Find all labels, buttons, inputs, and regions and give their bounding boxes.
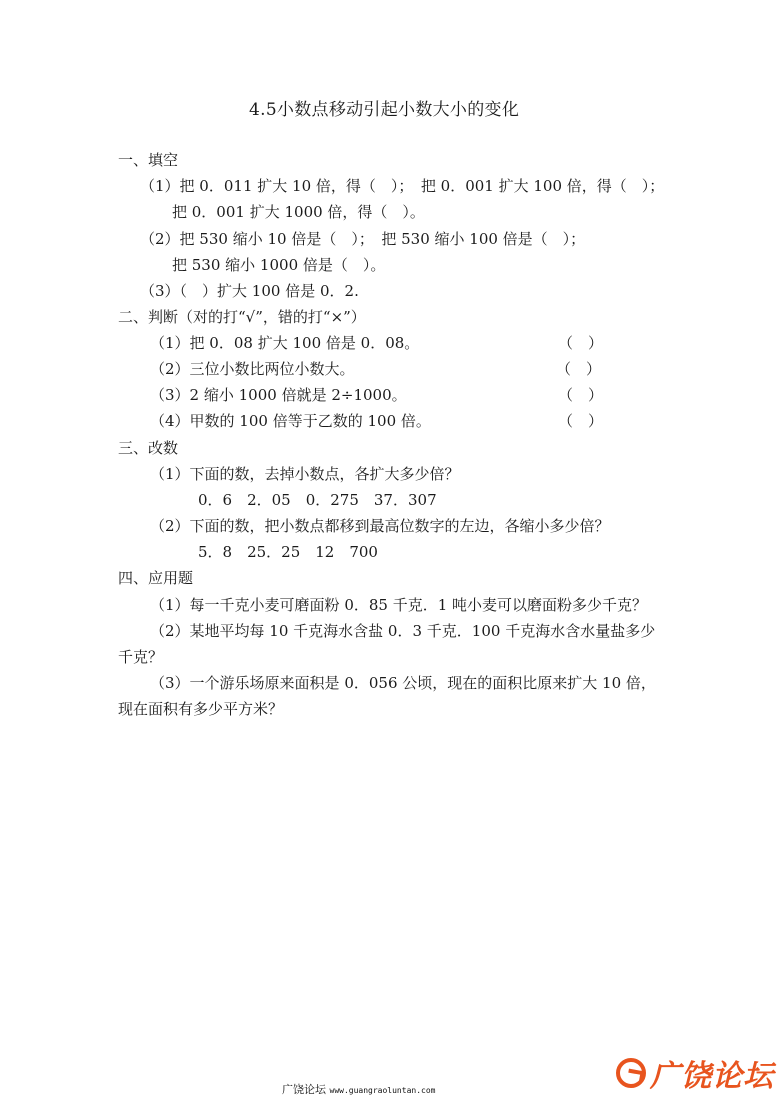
section-judge-heading: 二、判断（对的打“√”，错的打“×”） (118, 308, 366, 326)
judge-item-4: （4）甲数的 100 倍等于乙数的 100 倍。 (150, 412, 431, 430)
footer-site-name: 广饶论坛 (282, 1083, 326, 1096)
change-question-1: （1）下面的数，去掉小数点，各扩大多少倍？ (150, 465, 460, 483)
judge-item-2: （2）三位小数比两位小数大。 (150, 360, 355, 378)
judge-answer-paren-3: （ ） (558, 386, 604, 404)
apply-question-2b: 千克？ (118, 648, 164, 666)
site-logo (616, 1051, 774, 1095)
page-title: 4.5小数点移动引起小数大小的变化 (249, 100, 520, 120)
footer-url[interactable]: www.guangraoluntan.com (329, 1086, 436, 1095)
footer (282, 1081, 435, 1097)
judge-answer-paren-2: （ ） (556, 360, 602, 378)
change-question-2: （2）下面的数，把小数点都移到最高位数字的左边，各缩小多少倍？ (150, 517, 610, 535)
change-question-2-numbers: 5．8 25．25 12 700 (198, 543, 378, 561)
fill-question-3: （3）（ ）扩大 100 倍是 0．2. (140, 282, 359, 300)
apply-question-3a: （3）一个游乐场原来面积是 0．056 公顷，现在的面积比原来扩大 10 倍， (150, 674, 656, 692)
fill-question-2b: 把 530 缩小 1000 倍是（ ）。 (172, 256, 386, 274)
judge-answer-paren-1: （ ） (558, 334, 604, 352)
section-change-heading: 三、改数 (118, 439, 179, 457)
apply-question-3b: 现在面积有多少平方米？ (118, 700, 284, 718)
apply-question-1: （1）每一千克小麦可磨面粉 0．85 千克．1 吨小麦可以磨面粉多少千克？ (150, 596, 648, 614)
section-fill-heading: 一、填空 (118, 151, 179, 169)
apply-question-2a: （2）某地平均每 10 千克海水含盐 0．3 千克．100 千克海水含水量盐多少 (150, 622, 656, 640)
judge-answer-paren-4: （ ） (558, 412, 604, 430)
logo-text: 广饶论坛 (650, 1059, 774, 1094)
judge-item-3: （3）2 缩小 1000 倍就是 2÷1000。 (150, 386, 407, 404)
fill-question-1a: （1）把 0．011 扩大 10 倍，得（ ）； 把 0．001 扩大 100 倍，得（ ）； (140, 177, 665, 195)
g-circle-logo-icon (616, 1058, 646, 1088)
fill-question-2a: （2）把 530 缩小 10 倍是（ ）； 把 530 缩小 100 倍是（ ）； (140, 230, 586, 248)
judge-item-1: （1）把 0．08 扩大 100 倍是 0．08。 (150, 334, 420, 352)
change-question-1-numbers: 0．6 2．05 0．275 37．307 (198, 491, 437, 509)
section-apply-heading: 四、应用题 (118, 569, 194, 587)
fill-question-1b: 把 0．001 扩大 1000 倍，得（ ）。 (172, 203, 425, 221)
